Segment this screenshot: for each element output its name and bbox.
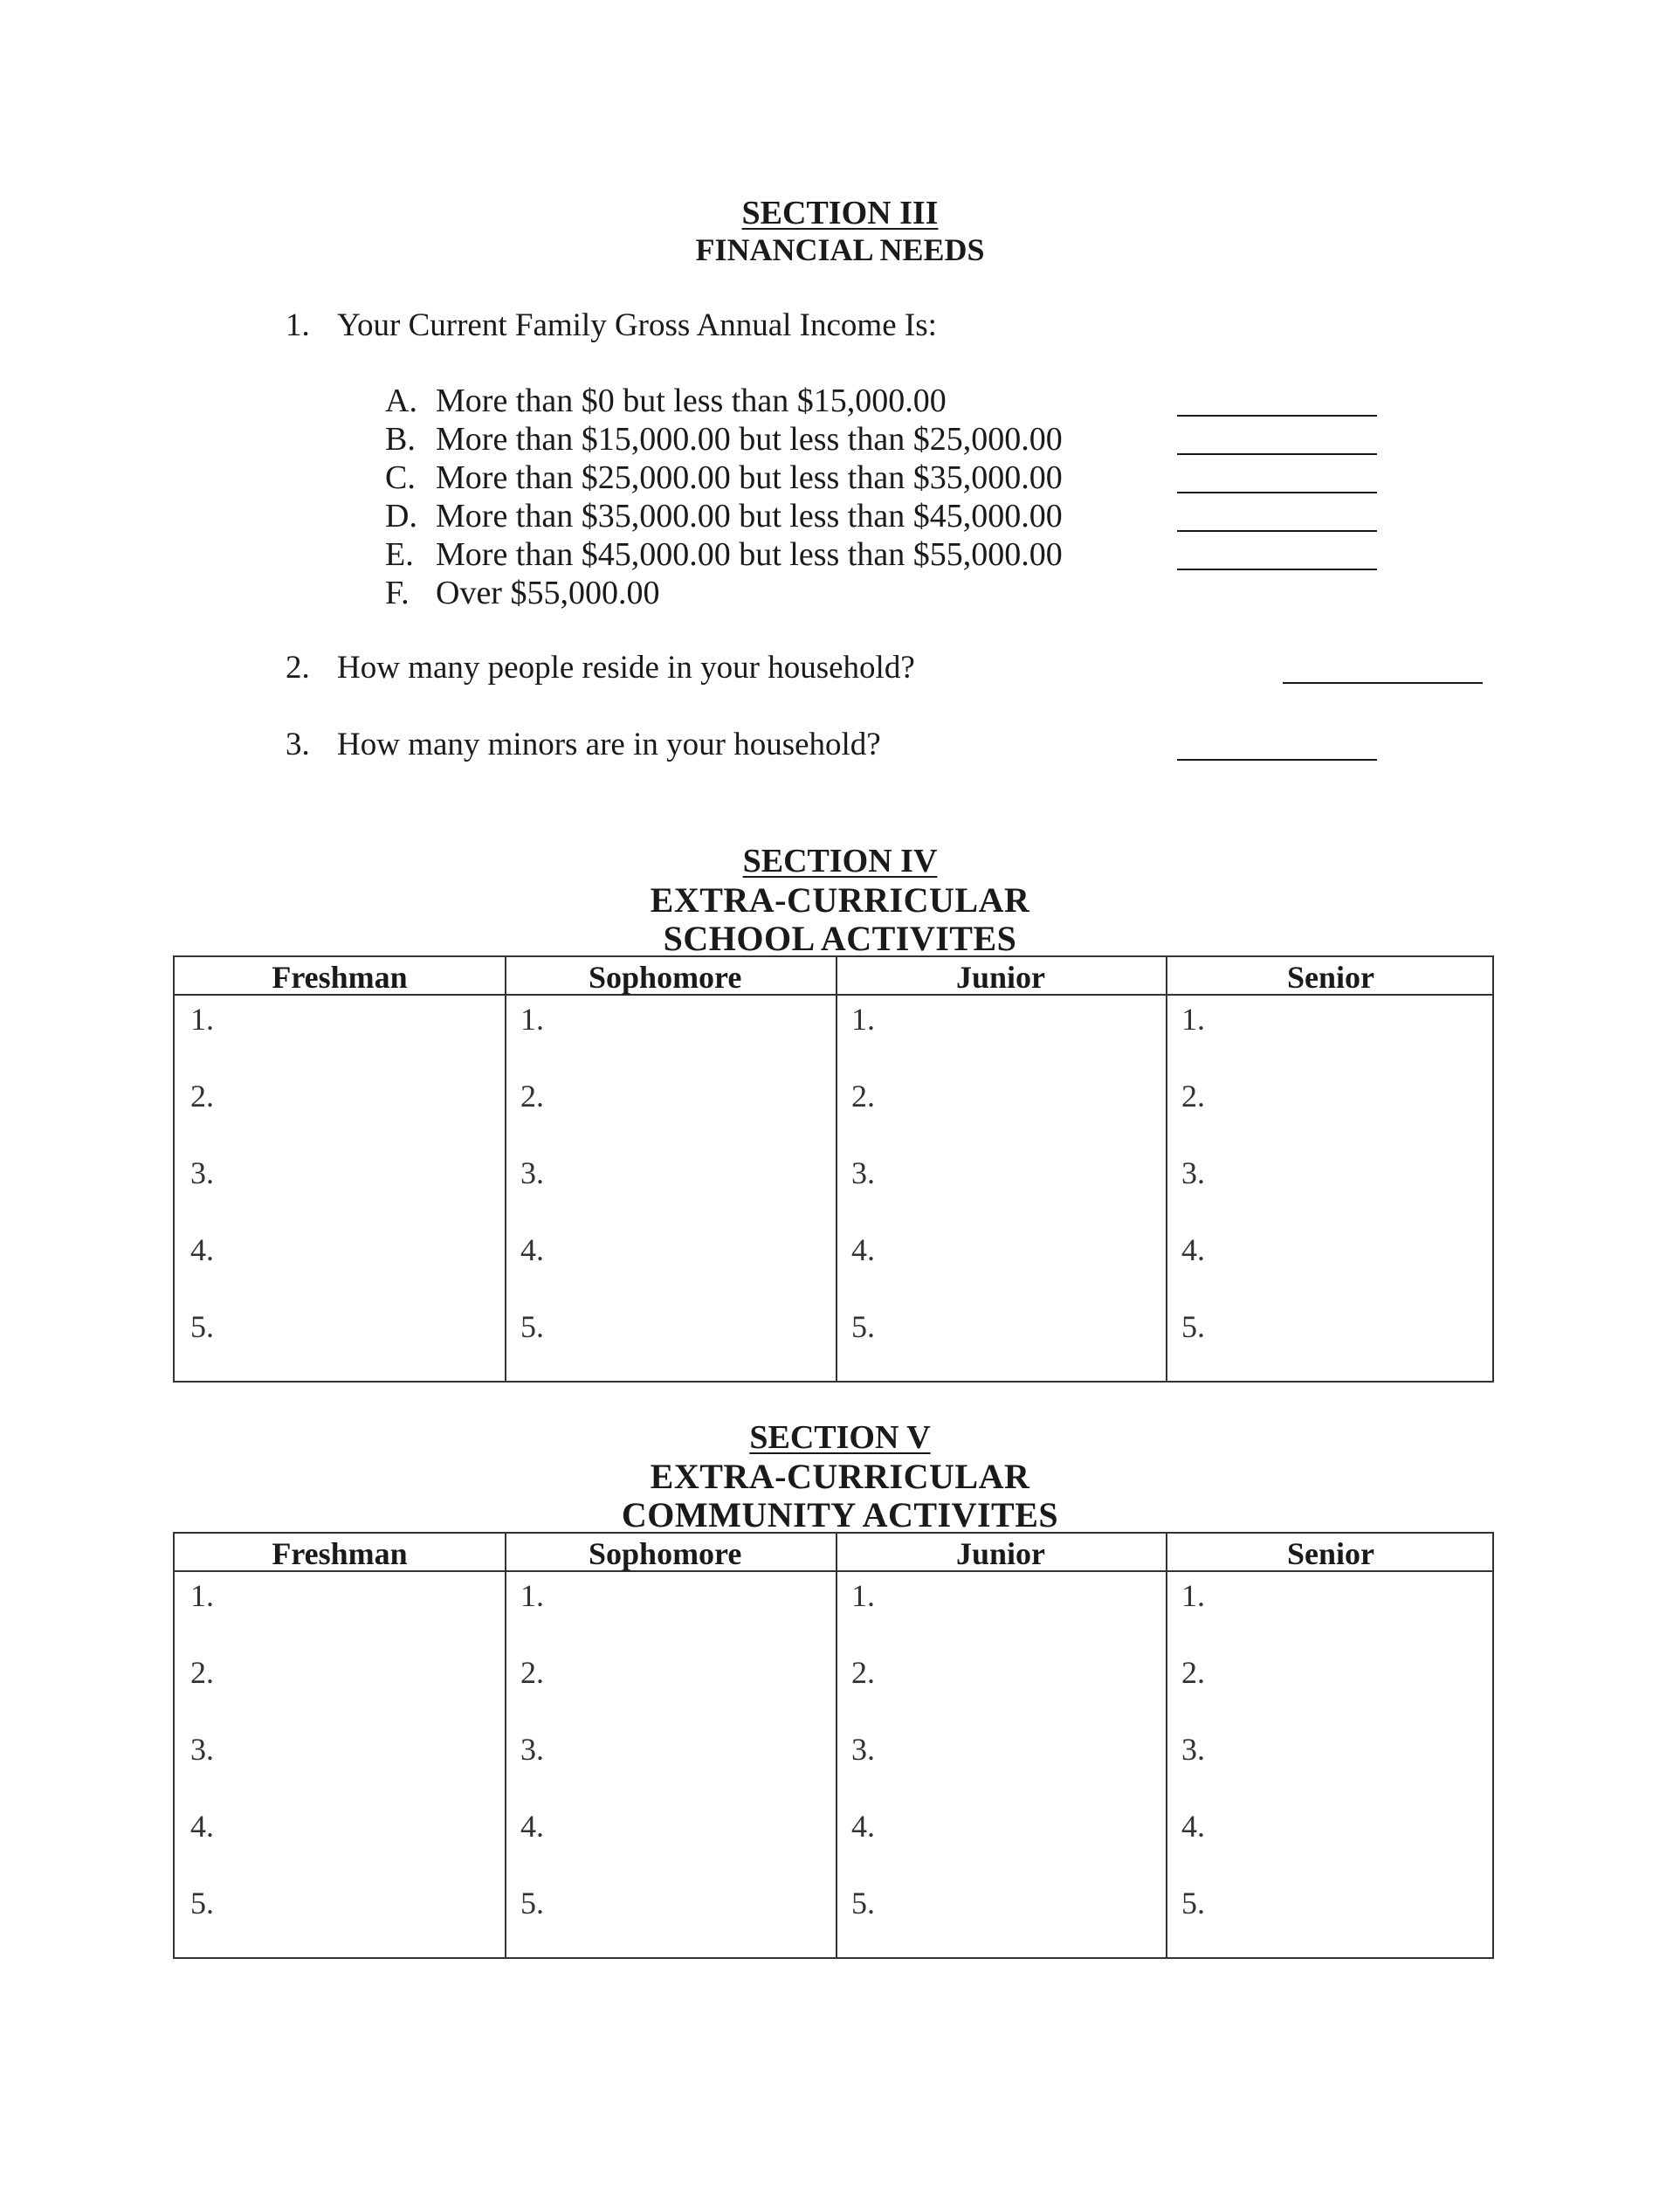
cell-number: 2. <box>520 1655 544 1690</box>
cell-number: 4. <box>1181 1809 1205 1844</box>
cell-number: 4. <box>520 1232 544 1267</box>
question-2-number: 2. <box>286 650 310 686</box>
column-header-freshman: Freshman <box>272 960 408 995</box>
cell-number: 1. <box>520 1578 544 1613</box>
cell-number: 1. <box>851 1002 875 1037</box>
section-4-subtitle-2: SCHOOL ACTIVITES <box>663 919 1017 958</box>
option-b-blank[interactable] <box>1177 453 1377 455</box>
cell-number: 4. <box>190 1809 214 1844</box>
cell-number: 2. <box>190 1079 214 1114</box>
cell-number: 3. <box>520 1155 544 1190</box>
option-d-blank[interactable] <box>1177 530 1377 532</box>
cell-number: 3. <box>851 1732 875 1767</box>
option-e-blank[interactable] <box>1177 569 1377 570</box>
cell-number: 5. <box>1181 1886 1205 1921</box>
column-divider <box>1166 1534 1167 1957</box>
option-text: More than $35,000.00 but less than $45,000.00 <box>436 498 1063 534</box>
section-5-subtitle-2: COMMUNITY ACTIVITES <box>621 1495 1059 1534</box>
cell-number: 5. <box>851 1886 875 1921</box>
cell-number: 3. <box>520 1732 544 1767</box>
cell-number: 3. <box>851 1155 875 1190</box>
option-c-blank[interactable] <box>1177 492 1377 493</box>
cell-number: 4. <box>1181 1232 1205 1267</box>
column-header-sophomore: Sophomore <box>589 1536 742 1571</box>
cell-number: 4. <box>851 1232 875 1267</box>
cell-number: 5. <box>520 1886 544 1921</box>
community-activities-table <box>173 1532 1494 1959</box>
household-size-blank[interactable] <box>1283 682 1483 684</box>
question-3-text: How many minors are in your household? <box>337 727 881 762</box>
cell-number: 5. <box>190 1886 214 1921</box>
option-a-blank[interactable] <box>1177 415 1377 417</box>
option-text: More than $25,000.00 but less than $35,000.00 <box>436 459 1063 496</box>
column-divider <box>1166 957 1167 1381</box>
cell-number: 5. <box>1181 1309 1205 1344</box>
cell-number: 2. <box>520 1079 544 1114</box>
column-divider <box>836 1534 837 1957</box>
column-divider <box>505 1534 506 1957</box>
option-letter: D. <box>385 498 417 534</box>
cell-number: 1. <box>190 1002 214 1037</box>
cell-number: 1. <box>1181 1578 1205 1613</box>
cell-number: 5. <box>190 1309 214 1344</box>
cell-number: 2. <box>851 1655 875 1690</box>
cell-number: 3. <box>1181 1732 1205 1767</box>
column-header-senior: Senior <box>1286 960 1374 995</box>
minors-count-blank[interactable] <box>1177 759 1377 761</box>
question-1-number: 1. <box>286 307 310 343</box>
option-text: More than $0 but less than $15,000.00 <box>436 383 947 419</box>
cell-number: 3. <box>190 1732 214 1767</box>
option-letter: B. <box>385 421 416 458</box>
option-text: Over $55,000.00 <box>436 575 660 611</box>
section-5-title: SECTION V <box>749 1419 931 1456</box>
cell-number: 1. <box>520 1002 544 1037</box>
cell-number: 4. <box>851 1809 875 1844</box>
cell-number: 5. <box>520 1309 544 1344</box>
option-text: More than $45,000.00 but less than $55,000.00 <box>436 536 1063 573</box>
column-divider <box>836 957 837 1381</box>
column-header-junior: Junior <box>955 1536 1046 1571</box>
column-header-junior: Junior <box>955 960 1046 995</box>
cell-number: 2. <box>190 1655 214 1690</box>
column-header-senior: Senior <box>1286 1536 1374 1571</box>
cell-number: 1. <box>1181 1002 1205 1037</box>
cell-number: 1. <box>851 1578 875 1613</box>
section-4-title: SECTION IV <box>742 843 938 879</box>
school-activities-table <box>173 955 1494 1383</box>
cell-number: 4. <box>190 1232 214 1267</box>
option-letter: A. <box>385 383 417 419</box>
question-2-text: How many people reside in your household? <box>337 650 915 686</box>
column-header-freshman: Freshman <box>272 1536 408 1571</box>
option-letter: E. <box>385 536 414 573</box>
cell-number: 2. <box>1181 1079 1205 1114</box>
column-divider <box>505 957 506 1381</box>
cell-number: 3. <box>1181 1155 1205 1190</box>
section-5-subtitle-1: EXTRA-CURRICULAR <box>650 1457 1030 1496</box>
section-3-title: SECTION III <box>741 195 939 231</box>
cell-number: 2. <box>1181 1655 1205 1690</box>
question-1-text: Your Current Family Gross Annual Income Is: <box>337 307 937 343</box>
cell-number: 4. <box>520 1809 544 1844</box>
option-letter: C. <box>385 459 416 496</box>
option-text: More than $15,000.00 but less than $25,000.00 <box>436 421 1063 458</box>
section-4-subtitle-1: EXTRA-CURRICULAR <box>650 880 1030 920</box>
section-3-subtitle: FINANCIAL NEEDS <box>695 232 985 267</box>
cell-number: 2. <box>851 1079 875 1114</box>
column-header-sophomore: Sophomore <box>589 960 742 995</box>
cell-number: 1. <box>190 1578 214 1613</box>
question-3-number: 3. <box>286 727 310 762</box>
cell-number: 5. <box>851 1309 875 1344</box>
option-letter: F. <box>385 575 410 611</box>
cell-number: 3. <box>190 1155 214 1190</box>
